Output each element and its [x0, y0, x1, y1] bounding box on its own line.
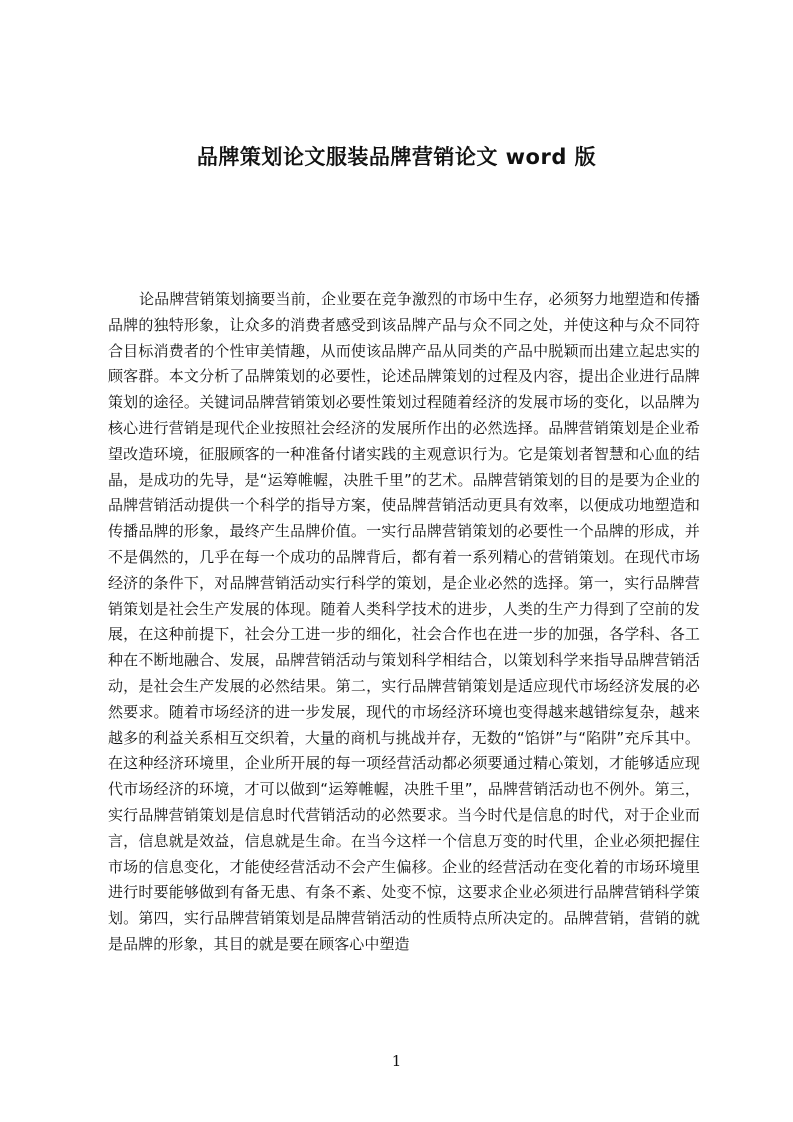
document-body-paragraph: 论品牌营销策划摘要当前，企业要在竞争激烈的市场中生存，必须努力地塑造和传播品牌的独特形象，让众多的消费者感受到该品牌产品与众不同之处，并使这种与众不同符合目标消费者的个性审美情趣，从而使该品牌产品从同类的产品中脱颖而出建立起忠实的顾客群。本文分析了品牌策划的必要性，论述品牌策划的过程及内容，提出企业进行品牌策划的途径。关键词品牌营销策划必要性策划过程随着经济的发展市场的变化，以品牌为核心进行营销是现代企业按照社会经济的发展所作出的必然选择。品牌营销策划是企业希望改造环境，征服顾客的一种准备付诸实践的主观意识行为。它是策划者智慧和心血的结晶，是成功的先导，是“运筹帷幄，决胜千里”的艺术。品牌营销策划的目的是要为企业的品牌营销活动提供一个科学的指导方案，使品牌营销活动更具有效率，以便成功地塑造和传播品牌的形象，最终产生品牌价值。一实行品牌营销策划的必要性一个品牌的形成，并不是偶然的，几乎在每一个成功的品牌背后，都有着一系列精心的营销策划。在现代市场经济的条件下，对品牌营销活动实行科学的策划，是企业必然的选择。第一，实行品牌营销策划是社会生产发展的体现。随着人类科学技术的进步，人类的生产力得到了空前的发展，在这种前提下，社会分工进一步的细化，社会合作也在进一步的加强，各学科、各工种在不断地融合、发展，品牌营销活动与策划科学相结合，以策划科学来指导品牌营销活动，是社会生产发展的必然结果。第二，实行品牌营销策划是适应现代市场经济发展的必然要求。随着市场经济的进一步发展，现代的市场经济环境也变得越来越错综复杂，越来越多的利益关系相互交织着，大量的商机与挑战并存，无数的“馅饼”与“陷阱”充斥其中。在这种经济环境里，企业所开展的每一项经营活动都必须要通过精心策划，才能够适应现代市场经济的环境，才可以做到“运筹帷幄，决胜千里”，品牌营销活动也不例外。第三，实行品牌营销策划是信息时代营销活动的必然要求。当今时代是信息的时代，对于企业而言，信息就是效益，信息就是生命。在当今这样一个信息万变的时代里，企业必须把握住市场的信息变化，才能使经营活动不会产生偏移。企业的经营活动在变化着的市场环境里进行时要能够做到有备无患、有条不紊、处变不惊，这要求企业必须进行品牌营销科学策划。第四，实行品牌营销策划是品牌营销活动的性质特点所决定的。品牌营销，营销的就是品牌的形象，其目的就是要在顾客心中塑造 — [108, 290, 700, 953]
document-title: 品牌策划论文服装品牌营销论文 word 版 — [196, 145, 597, 169]
page-number: 1 — [391, 1052, 402, 1070]
